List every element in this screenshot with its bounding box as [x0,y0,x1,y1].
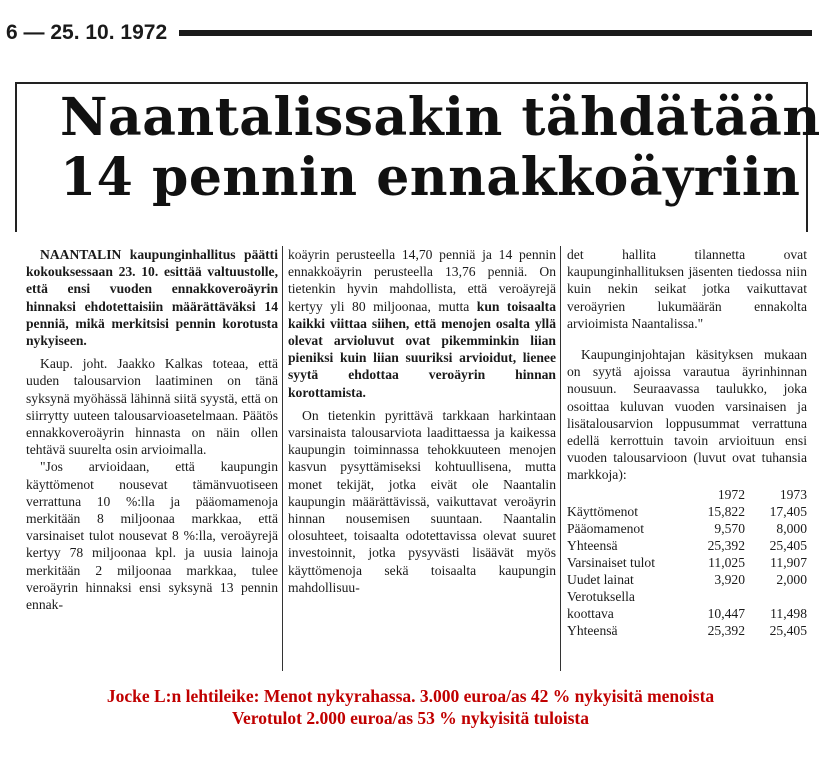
table-row [567,622,807,639]
table-row [567,503,807,520]
paragraph-bold-text: kun toisaalta kaikki viittaa siihen, että menojen osalta yllä olevat arvioluvut ovat pikemminkin liian pieniksi kuin liian suuriksi arvioidut, lienee syytä ehdottaa veroäyrin hinnan korottamista. [288,298,556,400]
headline-line-2: 14 pennin ennakkoäyriin [60,147,801,208]
value-1972: 25,392 [707,537,745,553]
row-label: Käyttömenot [567,503,638,519]
row-label: Yhteensä [567,537,618,553]
value-1972 [683,588,745,605]
row-label: koottava [567,605,614,621]
dateline: 6 — 25. 10. 1972 [6,21,168,44]
budget-table [567,486,807,639]
value-1973 [745,588,807,605]
paragraph: "Jos arvioidaan, että kaupungin käyttömenot nousevat tämänvuotiseen verrattuna 10 %:lla ja pääomamenoja merkitään 8 miljoonaa markkaa, että varsinaiset tulot nousevat 8 %:lla, veroäyrejä kertyy 78 miljoonaa kpl. ja uusia lainoja merkitään 2 miljoonaa markkaa, tulee veroäyrin hinnaksi ensi syksynä 13 pennin ennak- [26,459,278,613]
table-row [567,537,807,554]
value-1973: 11,907 [770,554,807,570]
table-row [567,571,807,588]
paragraph: Kaup. joht. Jaakko Kalkas toteaa, että uuden talousarvion laatiminen on tänä syksynä myöhässä lähinnä siitä syystä, että on siirrytty uuteen talousarvioasetelmaan. Päätös ennakkoveroäyrin hinnasta on näin ollen tehtävä suurelta osin arvioimalla. [26,356,278,458]
budget-table-corner [567,486,683,503]
budget-table-header [567,486,807,503]
table-row [567,554,807,571]
value-1973: 2,000 [776,571,807,587]
dateline-bar [6,18,812,48]
value-1972: 9,570 [714,520,745,536]
year-header: 1973 [779,486,807,502]
dateline-rule [179,30,812,36]
value-1973: 8,000 [776,520,807,536]
paragraph: Kaupunginjohtajan käsityksen mukaan on syytä ajoissa varautua äyrinhinnan nousuun. Seuraavassa taulukko, joka osoittaa kuluvan vuoden varsinaisen ja lisätalousarvion loppusummat verrattuna edellä kerrottuin tavoin arvioituun ensi vuoden talousarvioon (luvut ovat tuhansia markkoja): [567,347,807,483]
table-row [567,520,807,537]
article-column-2 [282,246,556,671]
row-label: Varsinaiset tulot [567,554,655,570]
table-row [567,588,807,605]
caption-line-2: Verotulot 2.000 euroa/as 53 % nykyisitä tuloista [232,708,589,728]
row-label: Pääomamenot [567,520,645,536]
value-1972: 15,822 [707,503,745,519]
value-1973: 17,405 [769,503,807,519]
value-1972: 10,447 [707,605,745,621]
value-1972: 11,025 [708,554,745,570]
headline-line-1: Naantalissakin tähdätään [60,87,821,148]
row-label: Yhteensä [567,622,618,638]
value-1972: 25,392 [707,622,745,638]
value-1973: 25,405 [769,537,807,553]
headline [60,87,821,208]
paragraph: det hallita tilannetta ovat kaupunginhallituksen jäsenten tiedossa niin kuin nekin seikat jotka vaikuttavat veroäyrien lukumäärän ennakolta arvioimista Naantalissa." [567,247,807,331]
lead-paragraph: NAANTALIN kaupunginhallitus päätti kokouksessaan 23. 10. esittää valtuustolle, että ensi vuoden ennakkoveroäyrin hinnaksi ehdotettaisiin määrättäväksi 14 penniä, mikä merkitsisi pennin korotusta nykyiseen. [26,247,278,349]
value-1973: 11,498 [770,605,807,621]
article-column-3 [560,246,807,671]
value-1972: 3,920 [714,571,745,587]
paragraph [288,246,556,401]
row-label: Verotuksella [567,588,635,604]
paragraph-text: koäyrin perusteella 14,70 penniä ja 14 pennin ennakkoäyrin perusteella 13,76 penniä. On tietenkin hyvin mahdollista, että veroäyrejä kertyy yli 80 miljoonaa, mutta [288,247,556,314]
year-header: 1972 [717,486,745,502]
caption-line-1: Jocke L:n lehtileike: Menot nykyrahassa. 3.000 euroa/as 42 % nykyisitä menoista [106,686,715,706]
row-label: Uudet lainat [567,571,634,587]
article-body [20,246,807,676]
table-row [567,605,807,622]
value-1973: 25,405 [769,622,807,638]
budget-table-body [567,503,807,639]
article-column-1 [26,246,278,613]
paragraph: On tietenkin pyrittävä tarkkaan harkintaan varsinaista talousarviota laadittaessa ja kaikessa kaupungin toiminnassa tehokkuuteen menojen kasvun pysyttämiseksi kohtuullisena, mutta monet tekijät, jotka eivät ole Naantalin kaupungin määrättävissä, vaikuttavat veroäyrin hinnan nousemisen suuntaan. Naantalin olosuhteet, toisaalta odotettavissa olevat suuret investoinnit, jotka pysyvästi lisäävät myös käyttömenoja sekä toisaalta kaupungin mahdollisuu- [288,407,556,595]
